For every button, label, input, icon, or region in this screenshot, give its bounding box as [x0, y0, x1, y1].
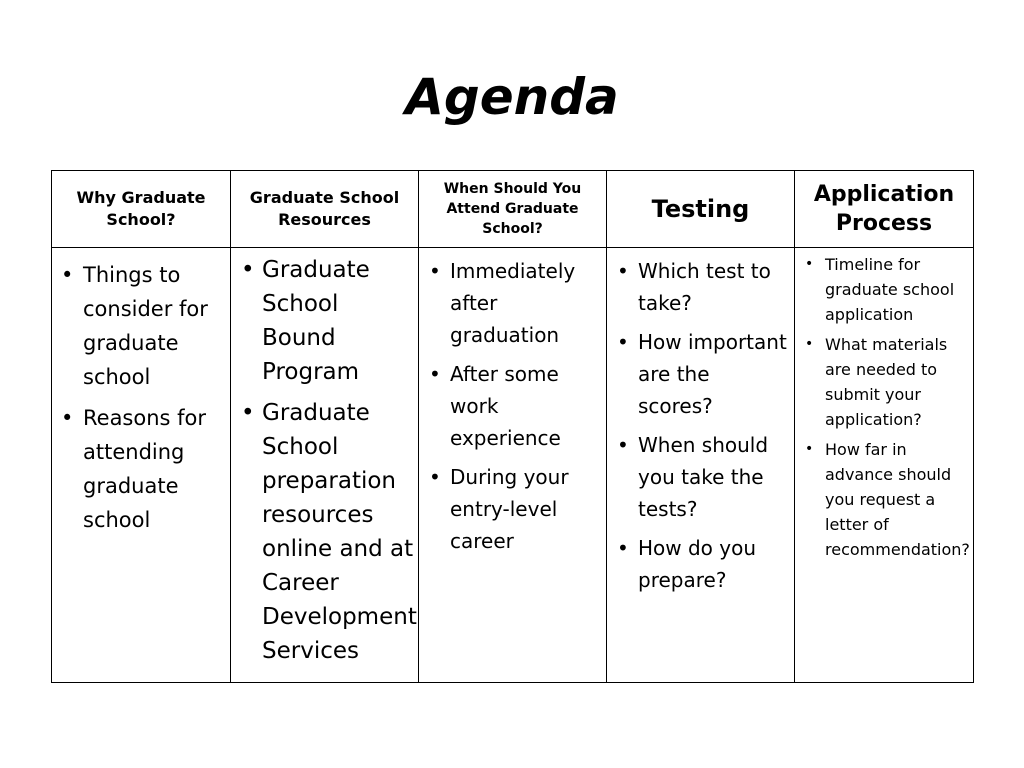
- list-item-text: Immediately after graduation: [450, 259, 576, 347]
- cell-testing: [607, 248, 795, 683]
- list-item-text: How far in advance should you request a letter of recommendation?: [825, 440, 970, 559]
- list-item: [61, 401, 224, 537]
- agenda-table: [51, 170, 974, 683]
- bullet-icon: •: [429, 259, 441, 283]
- bullet-icon: •: [805, 336, 814, 352]
- list-item: [617, 255, 790, 319]
- bullet-list: [231, 248, 418, 668]
- list-item: [617, 429, 790, 525]
- cell-when-to-attend: [419, 248, 607, 683]
- header-why-graduate-school: Why Graduate School?: [52, 171, 231, 248]
- header-graduate-school-resources: Graduate School Resources: [231, 171, 419, 248]
- list-item-text: After some work experience: [450, 362, 561, 450]
- list-item: [429, 358, 602, 454]
- cell-why-graduate-school: [52, 248, 231, 683]
- bullet-icon: •: [429, 465, 441, 489]
- bullet-icon: •: [61, 406, 74, 430]
- bullet-icon: •: [617, 536, 629, 560]
- list-item: [805, 252, 969, 327]
- list-item-text: Timeline for graduate school application: [825, 255, 955, 324]
- header-application-process: Application Process: [795, 171, 974, 248]
- bullet-icon: •: [617, 330, 629, 354]
- bullet-icon: •: [241, 257, 255, 283]
- list-item-text: Things to consider for graduate school: [83, 263, 208, 389]
- list-item: [241, 396, 417, 668]
- list-item-text: During your entry-level career: [450, 465, 569, 553]
- list-item-text: Graduate School Bound Program: [262, 257, 370, 385]
- bullet-list: [607, 248, 794, 596]
- list-item-text: When should you take the tests?: [638, 433, 769, 521]
- bullet-list: [795, 248, 973, 562]
- bullet-list: [52, 248, 230, 537]
- list-item: [241, 253, 414, 389]
- cell-graduate-school-resources: [231, 248, 419, 683]
- bullet-icon: •: [617, 433, 629, 457]
- bullet-icon: •: [805, 441, 814, 457]
- list-item-text: Which test to take?: [638, 259, 771, 315]
- list-item: [617, 326, 790, 422]
- header-when-to-attend: When Should You Attend Graduate School?: [419, 171, 607, 248]
- list-item-text: What materials are needed to submit your application?: [825, 335, 948, 429]
- header-row: [52, 171, 974, 248]
- list-item: [429, 461, 602, 557]
- list-item-text: How important are the scores?: [638, 330, 787, 418]
- list-item-text: Graduate School preparation resources online and at Career Development Services: [262, 400, 417, 664]
- list-item: [429, 255, 602, 351]
- bullet-list: [419, 248, 606, 557]
- bullet-icon: •: [429, 362, 441, 386]
- list-item: [805, 332, 969, 432]
- list-item: [617, 532, 790, 596]
- bullet-icon: •: [805, 256, 814, 272]
- list-item-text: Reasons for attending graduate school: [83, 406, 207, 532]
- list-item-text: How do you prepare?: [638, 536, 757, 592]
- list-item: [61, 258, 224, 394]
- bullet-icon: •: [241, 400, 255, 426]
- cell-application-process: [795, 248, 974, 683]
- bullet-icon: •: [617, 259, 629, 283]
- bullet-icon: •: [61, 263, 74, 287]
- header-testing: Testing: [607, 171, 795, 248]
- list-item: [805, 437, 969, 562]
- slide-title: Agenda: [405, 68, 619, 126]
- content-row: [52, 248, 974, 683]
